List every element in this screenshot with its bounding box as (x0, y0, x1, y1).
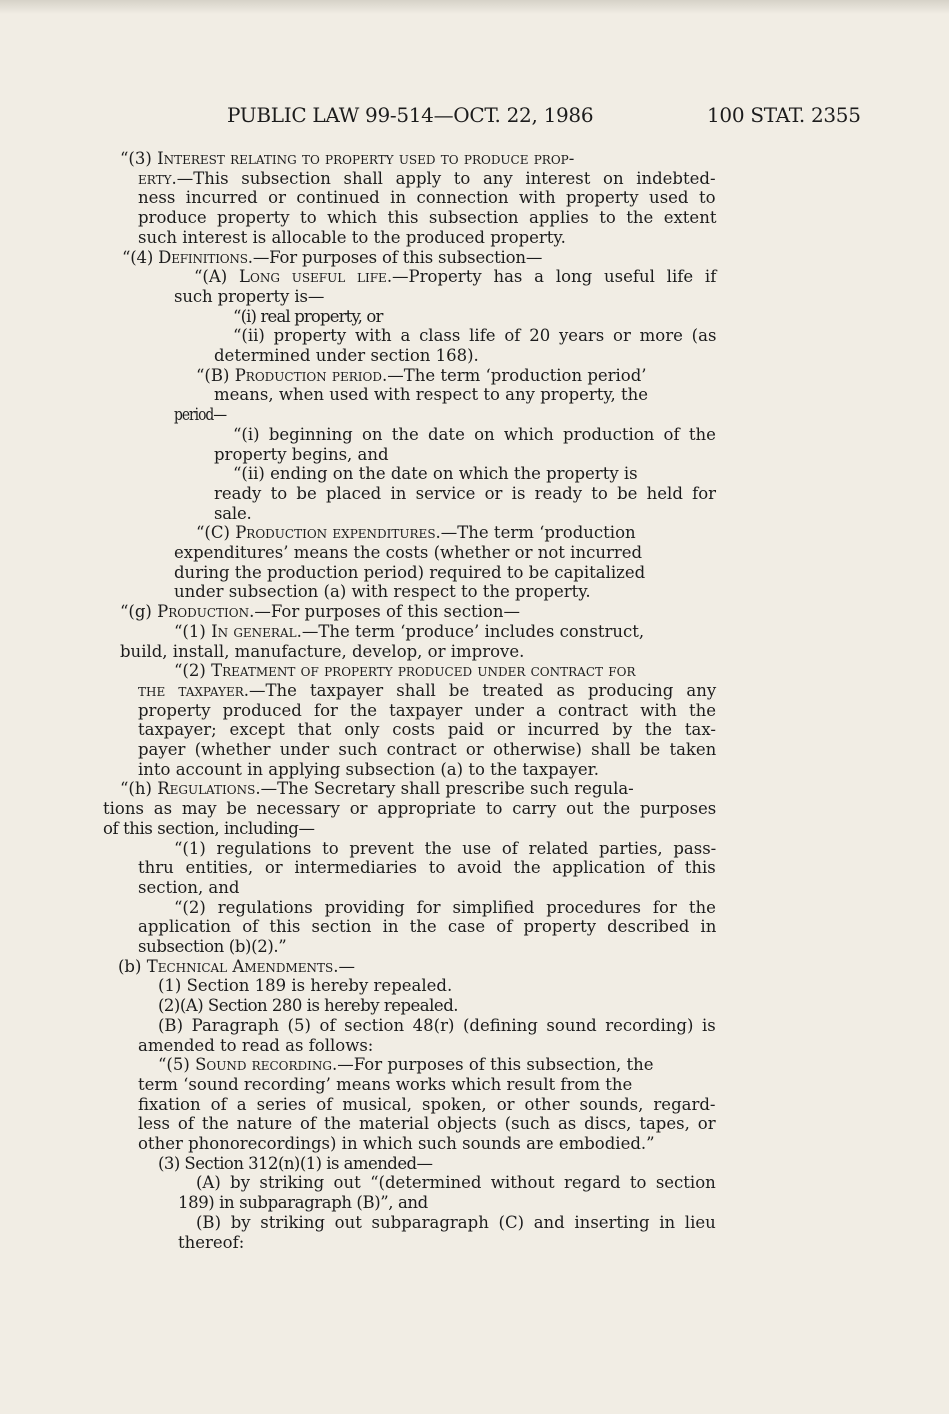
small-caps-heading: Technical Amendments (146, 956, 334, 976)
text-run: less of the nature of the material objects (such as discs, tapes, or (138, 1114, 716, 1134)
text-line (120, 149, 574, 169)
small-caps-heading: Regulations (157, 779, 256, 799)
text-line (196, 366, 647, 386)
text-line (194, 267, 716, 287)
text-line (174, 563, 645, 583)
text-run: “(3) (120, 149, 158, 168)
text-run: expenditures’ means the costs (whether or not incurred (174, 543, 643, 562)
text-line (103, 799, 716, 819)
text-run: produce property to which this subsection applies to the extent (138, 208, 717, 228)
text-line (174, 287, 324, 307)
text-run: means, when used with respect to any property, the (214, 385, 649, 405)
text-line (138, 720, 716, 740)
text-run: into account in applying subsection (a) to the taxpayer. (138, 759, 599, 779)
text-line (158, 1154, 433, 1174)
text-run: amended to read as follows: (138, 1035, 374, 1055)
text-run: (3) Section 312(n)(1) is amended— (158, 1153, 433, 1173)
text-run: .— (333, 956, 356, 976)
text-line (233, 425, 716, 445)
text-run: property begins, and (214, 444, 389, 464)
small-caps-heading: Production expenditures (235, 523, 436, 543)
public-law-citation: PUBLIC LAW 99-514—OCT. 22, 1986 (227, 103, 594, 127)
text-run: .—For purposes of this subsection, the (331, 1055, 654, 1075)
text-run: “(B) (196, 365, 235, 385)
text-run: .—The term ‘production (435, 523, 636, 543)
text-line (233, 307, 383, 327)
text-line (138, 228, 566, 248)
text-run: “(C) (196, 523, 236, 543)
text-run: “(h) (120, 779, 158, 799)
text-run: of this section, including— (103, 818, 315, 838)
text-run: period— (174, 405, 227, 425)
text-run: “(1) regulations to prevent the use of related parties, pass- (174, 838, 717, 858)
text-line (138, 1036, 373, 1056)
text-run: property produced for the taxpayer under a contract with the (138, 700, 717, 720)
text-run: .—The term ‘production period’ (381, 365, 647, 385)
text-run: 189) in subparagraph (B)”, and (178, 1193, 428, 1213)
small-caps-heading: Sound recording (195, 1055, 332, 1075)
text-run: under subsection (a) with respect to the property. (174, 582, 591, 602)
text-line (138, 937, 286, 957)
text-line (158, 1055, 654, 1075)
small-caps-heading: Production period (234, 365, 382, 385)
text-run: “(2) (174, 661, 212, 681)
text-run: “(4) (122, 247, 159, 267)
text-line (158, 1016, 716, 1036)
text-run: (B) by striking out subparagraph (C) and inserting in lieu (196, 1212, 716, 1232)
text-line (138, 1134, 655, 1154)
text-run: “(i) real property, or (233, 306, 383, 326)
text-run: taxpayer; except that only costs paid or incurred by the tax- (138, 720, 716, 740)
small-caps-heading: In general (211, 621, 297, 641)
small-caps-heading: Long useful life (239, 267, 387, 287)
text-run: “(1) (174, 621, 212, 641)
small-caps-heading: erty (138, 168, 172, 188)
text-line (174, 839, 716, 859)
text-line (120, 779, 634, 799)
text-run: payer (whether under such contract or otherwise) shall be taken (138, 740, 717, 759)
text-line (138, 1095, 716, 1115)
text-run: “(A) (194, 267, 240, 287)
text-run: .—This subsection shall apply to any interest on indebted- (171, 168, 716, 188)
text-run: thereof: (178, 1232, 245, 1252)
text-run: during the production period) required to be capitalized (174, 562, 646, 582)
text-run: (1) Section 189 is hereby repealed. (158, 976, 453, 996)
small-caps-heading: Production (157, 602, 250, 622)
text-run: “(i) beginning on the date on which production of the (233, 424, 716, 444)
small-caps-heading: Definitions (158, 247, 248, 267)
text-run: (A) by striking out “(determined without regard to section (196, 1173, 716, 1193)
small-caps-heading: Treatment of property produced under contract for (211, 661, 636, 681)
text-run: “(g) (120, 602, 158, 622)
text-run: .—Property has a long useful life if (386, 267, 717, 287)
small-caps-heading: the taxpayer (138, 680, 244, 700)
text-line (233, 326, 716, 346)
text-line (138, 169, 716, 189)
text-line (138, 878, 239, 898)
text-line (122, 248, 542, 268)
text-line (174, 582, 591, 602)
text-line (103, 819, 315, 839)
text-run: other phonorecordings) in which such sounds are embodied.” (138, 1134, 655, 1153)
text-run: ness incurred or continued in connection with property used to (138, 188, 716, 208)
text-line (214, 484, 716, 504)
small-caps-heading: Interest relating to property used to produce prop- (157, 149, 575, 168)
text-line (196, 1213, 716, 1233)
text-line (138, 1114, 716, 1134)
text-run: application of this section in the case of property described in (138, 917, 717, 937)
text-run: build, install, manufacture, develop, or improve. (120, 641, 525, 661)
text-run: “(5) (158, 1055, 196, 1075)
text-line (138, 1075, 632, 1095)
text-line (196, 1173, 716, 1193)
text-run: .—The Secretary shall prescribe such regula- (255, 779, 634, 799)
text-run: section, and (138, 877, 240, 897)
text-run: .—For purposes of this subsection— (247, 247, 543, 267)
text-line (214, 346, 479, 366)
text-run: sale. (214, 503, 252, 523)
text-line (138, 740, 716, 760)
text-line (174, 405, 226, 425)
text-run: term ‘sound recording’ means works which result from the (138, 1074, 633, 1094)
text-line (138, 208, 716, 228)
text-line (214, 445, 389, 465)
text-line (196, 523, 636, 543)
text-run: thru entities, or intermediaries to avoid the application of this (138, 858, 716, 878)
text-line (214, 504, 252, 524)
text-line (138, 701, 716, 721)
text-line (138, 760, 599, 780)
text-run: subsection (b)(2).” (138, 937, 287, 956)
text-run: “(ii) property with a class life of 20 years or more (as (233, 326, 717, 346)
text-line (174, 622, 644, 642)
text-line (158, 996, 458, 1016)
text-line (178, 1193, 428, 1213)
text-line (138, 188, 716, 208)
text-line (138, 917, 716, 937)
text-run: “(ii) ending on the date on which the property is (233, 464, 638, 484)
text-run: (2)(A) Section 280 is hereby repealed. (158, 996, 458, 1016)
text-line (174, 543, 642, 563)
text-run: .—The taxpayer shall be treated as producing any (243, 680, 717, 700)
statute-page-number: 100 STAT. 2355 (707, 103, 861, 127)
text-line (138, 858, 716, 878)
text-line (118, 957, 355, 977)
text-run: such interest is allocable to the produced property. (138, 227, 566, 247)
text-line (174, 898, 716, 918)
text-line (158, 976, 452, 996)
text-run: .—For purposes of this section— (249, 602, 520, 622)
text-line (214, 385, 648, 405)
text-line (120, 642, 524, 662)
text-line (120, 602, 520, 622)
text-line (138, 681, 716, 701)
text-line (233, 464, 638, 484)
text-run: ready to be placed in service or is ready to be held for (214, 483, 717, 503)
page-top-edge (0, 0, 949, 14)
text-line (174, 661, 635, 681)
text-run: .—The term ‘produce’ includes construct, (296, 621, 645, 641)
running-header (0, 103, 949, 131)
text-run: “(2) regulations providing for simplified procedures for the (174, 897, 716, 917)
text-run: (b) (118, 956, 147, 976)
text-run: (B) Paragraph (5) of section 48(r) (defining sound recording) is (158, 1015, 716, 1035)
text-run: fixation of a series of musical, spoken, or other sounds, regard- (138, 1094, 716, 1114)
text-line (178, 1233, 244, 1253)
text-run: tions as may be necessary or appropriate to carry out the purposes (103, 799, 717, 819)
text-run: such property is— (174, 286, 325, 306)
text-run: determined under section 168). (214, 346, 479, 365)
